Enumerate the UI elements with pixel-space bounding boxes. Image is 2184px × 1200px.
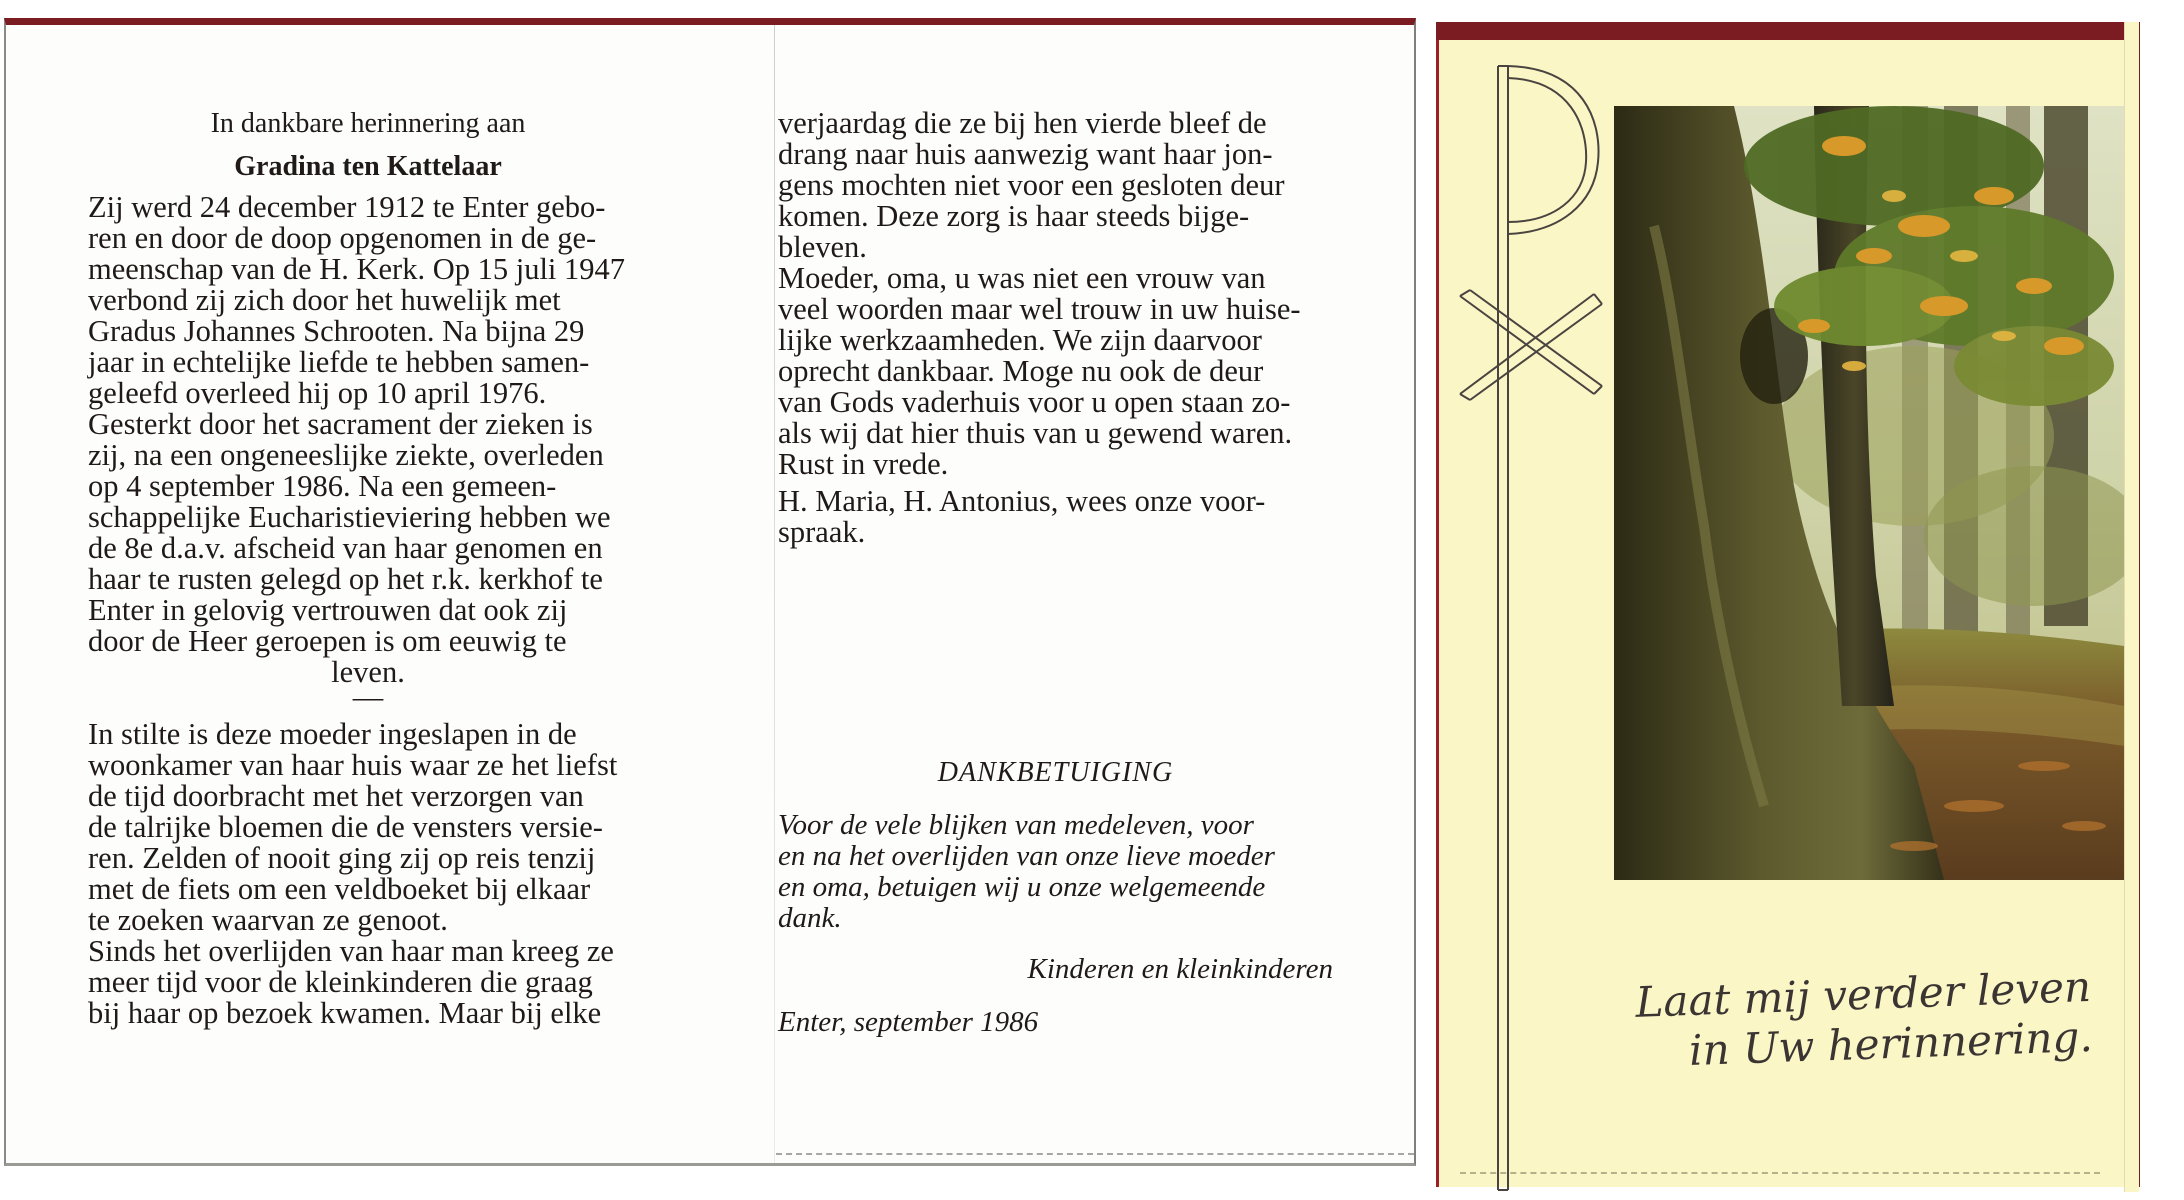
autumn-forest-photo [1614,106,2124,880]
text-line: meer tijd voor de kleinkinderen die graag [88,965,593,999]
text-line: bij haar op bezoek kwamen. Maar bij elke [88,996,602,1030]
perforation-line [776,1151,1414,1155]
text-line: Moeder, oma, u was niet een vrouw van [778,261,1266,295]
text-line: door de Heer geroepen is om eeuwig te [88,624,567,658]
motto-line: in Uw herinnering. [1688,1011,2094,1076]
text-line: Gesterkt door het sacrament der zieken is [88,407,593,441]
text-line: gens mochten niet voor een gesloten deur [778,168,1285,202]
text-line: Rust in vrede. [778,447,949,481]
center-fold [774,25,775,1163]
text-line: ren. Zelden of nooit ging zij op reis tenzij [88,841,596,875]
text-line: verjaardag die ze bij hen vierde bleef de [778,106,1267,140]
acknowledgement-block [778,757,1333,1038]
text-line: leven. [331,655,405,689]
text-line: spraak. [778,515,866,549]
continuation-paragraph [778,108,1333,263]
prayer-paragraph [778,486,1333,548]
signature: Kinderen en kleinkinderen [1027,953,1333,985]
motto-line: Laat mij verder leven [1634,962,2092,1027]
text-line: als wij dat hier thuis van u gewend waren. [778,416,1293,450]
text-line: Zij werd 24 december 1912 te Enter gebo- [88,190,606,224]
text-line: ren en door de doop opgenomen in de ge- [88,221,597,255]
text-line: dank. [778,902,842,934]
place-date: Enter, september 1986 [778,1006,1039,1038]
text-line: de tijd doorbracht met het verzorgen van [88,779,584,813]
intro-line: In dankbare herinnering aan [210,108,526,139]
moeder-paragraph [778,263,1333,480]
text-line: met de fiets om een veldboeket bij elkaar [88,872,591,906]
text-line: jaar in echtelijke liefde te hebben samen- [88,345,590,379]
text-line: schappelijke Eucharistieviering hebben we [88,500,611,534]
text-line: lijke werkzaamheden. We zijn daarvoor [778,323,1262,357]
separator-dash: — [352,680,384,714]
text-line: de talrijke bloemen die de vensters versie- [88,810,603,844]
text-line: Gradus Johannes Schrooten. Na bijna 29 [88,314,585,348]
acknowledgement-heading: DANKBETUIGING [937,757,1174,788]
text-line: op 4 september 1986. Na een gemeen- [88,469,557,503]
text-line: geleefd overleed hij op 10 april 1976. [88,376,547,410]
text-line: zij, na een ongeneeslijke ziekte, overleden [88,438,604,472]
front-card-edge [2124,22,2139,1192]
text-line: komen. Deze zorg is haar steeds bijge- [778,199,1250,233]
sinds-paragraph [88,936,648,1029]
text-line: Voor de vele blijken van medeleven, voor [778,809,1254,841]
text-line: de 8e d.a.v. afscheid van haar genomen en [88,531,603,565]
stilte-paragraph [88,719,648,936]
text-line: In stilte is deze moeder ingeslapen in de [88,717,577,751]
text-line: te zoeken waarvan ze genoot. [88,903,448,937]
biography-paragraph [88,192,648,688]
motto-text [1600,962,2093,1079]
text-line: H. Maria, H. Antonius, wees onze voor- [778,484,1266,518]
text-line: meenschap van de H. Kerk. Op 15 juli 1947 [88,252,626,286]
chi-rho-icon [1452,64,1612,1199]
text-line: veel woorden maar wel trouw in uw huise- [778,292,1301,326]
text-line: en na het overlijden van onze lieve moeder [778,840,1275,872]
text-line: en oma, betuigen wij u onze welgemeende [778,871,1266,903]
text-line: woonkamer van haar huis waar ze het liefst [88,748,618,782]
deceased-name: Gradina ten Kattelaar [234,151,502,182]
text-line: oprecht dankbaar. Moge nu ook de deur [778,354,1264,388]
text-line: drang naar huis aanwezig want haar jon- [778,137,1273,171]
left-page [88,108,648,1029]
text-line: haar te rusten gelegd op het r.k. kerkhof te [88,562,603,596]
text-line: van Gods vaderhuis voor u open staan zo- [778,385,1291,419]
text-line: Sinds het overlijden van haar man kreeg ze [88,934,614,968]
right-page [778,108,1333,548]
text-line: verbond zij zich door het huwelijk met [88,283,561,317]
text-line: bleven. [778,230,867,264]
text-line: Enter in gelovig vertrouwen dat ook zij [88,593,568,627]
